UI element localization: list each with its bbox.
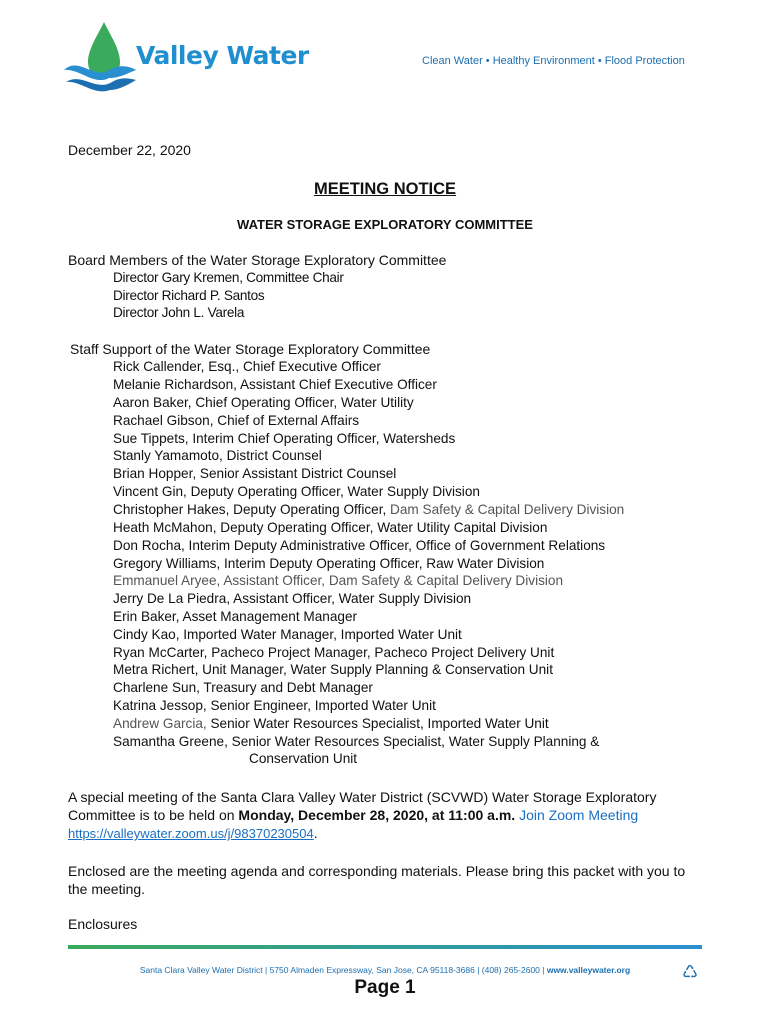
water-drop-icon [64,20,144,100]
staff-member: Metra Richert, Unit Manager, Water Supply Planning & Conservation Unit [113,662,553,677]
staff-member: Christopher Hakes, Deputy Operating Officer, Dam Safety & Capital Delivery Division [113,502,625,517]
board-member: Director John L. Varela [113,305,245,320]
staff-member-continued: Conservation Unit [249,751,358,766]
staff-member: Andrew Garcia, Senior Water Resources Specialist, Imported Water Unit [113,716,549,731]
staff-member: Samantha Greene, Senior Water Resources Specialist, Water Supply Planning & [113,734,600,749]
board-member: Director Richard P. Santos [113,288,265,303]
staff-member: Melanie Richardson, Assistant Chief Executive Officer [113,377,437,392]
tagline: Clean Water • Healthy Environment • Flood Protection [422,55,685,67]
enclosures-label: Enclosures [68,916,138,932]
staff-member: Ryan McCarter, Pacheco Project Manager, Pacheco Project Delivery Unit [113,645,555,660]
staff-member: Heath McMahon, Deputy Operating Officer, Water Utility Capital Division [113,520,548,535]
staff-heading: Staff Support of the Water Storage Exploratory Committee [70,341,431,357]
staff-member: Vincent Gin, Deputy Operating Officer, Water Supply Division [113,484,480,499]
staff-member: Emmanuel Aryee, Assistant Officer, Dam Safety & Capital Delivery Division [113,573,564,588]
staff-member: Gregory Williams, Interim Deputy Operating Officer, Raw Water Division [113,556,545,571]
staff-member: Cindy Kao, Imported Water Manager, Imported Water Unit [113,627,462,642]
staff-member: Rachael Gibson, Chief of External Affairs [113,413,360,428]
staff-member: Charlene Sun, Treasury and Debt Manager [113,680,373,695]
meeting-datetime: Monday, December 28, 2020, at 11:00 a.m. [238,807,516,823]
staff-member: Stanly Yamamoto, District Counsel [113,448,322,463]
staff-member: Katrina Jessop, Senior Engineer, Imported Water Unit [113,698,436,713]
staff-member: Aaron Baker, Chief Operating Officer, Water Utility [113,395,414,410]
recycle-icon: ♺ [682,962,699,982]
enclosed-paragraph: Enclosed are the meeting agenda and corresponding materials. Please bring this packet with you to the meeting. [68,863,686,897]
staff-member: Jerry De La Piedra, Assistant Officer, Water Supply Division [113,591,472,606]
staff-member: Sue Tippets, Interim Chief Operating Officer, Watersheds [113,431,456,446]
letter-date: December 22, 2020 [68,142,191,158]
footer-divider [68,945,702,949]
staff-member: Don Rocha, Interim Deputy Administrative Officer, Office of Government Relations [113,538,606,553]
staff-member: Brian Hopper, Senior Assistant District Counsel [113,466,397,481]
staff-member: Erin Baker, Asset Management Manager [113,609,358,624]
page-title: MEETING NOTICE [313,180,457,198]
join-zoom-text: Join Zoom Meeting [515,807,639,823]
footer-address: Santa Clara Valley Water District | 5750 Almaden Expressway, San Jose, CA 95118-3686 | (408) 265-2600 | www.valleywater.org [139,965,631,975]
staff-member: Rick Callender, Esq., Chief Executive Officer [113,359,381,374]
logo-text: Valley Water [136,41,309,70]
page-number: Page 1 [354,977,416,998]
board-member: Director Gary Kremen, Committee Chair [113,270,344,285]
footer-website[interactable]: www.valleywater.org [546,965,631,975]
committee-title: WATER STORAGE EXPLORATORY COMMITTEE [237,217,533,232]
meeting-paragraph: A special meeting of the Santa Clara Valley Water District (SCVWD) Water Storage Exploratory Committee is to be held on Monday, December 28, 2020, at 11:00 a.m. Join Zoom Meeting https://valleywater.zoom.us/j/98370230504. [68,789,657,841]
board-heading: Board Members of the Water Storage Exploratory Committee [68,252,447,268]
zoom-link[interactable]: https://valleywater.zoom.us/j/98370230504 [68,826,314,841]
